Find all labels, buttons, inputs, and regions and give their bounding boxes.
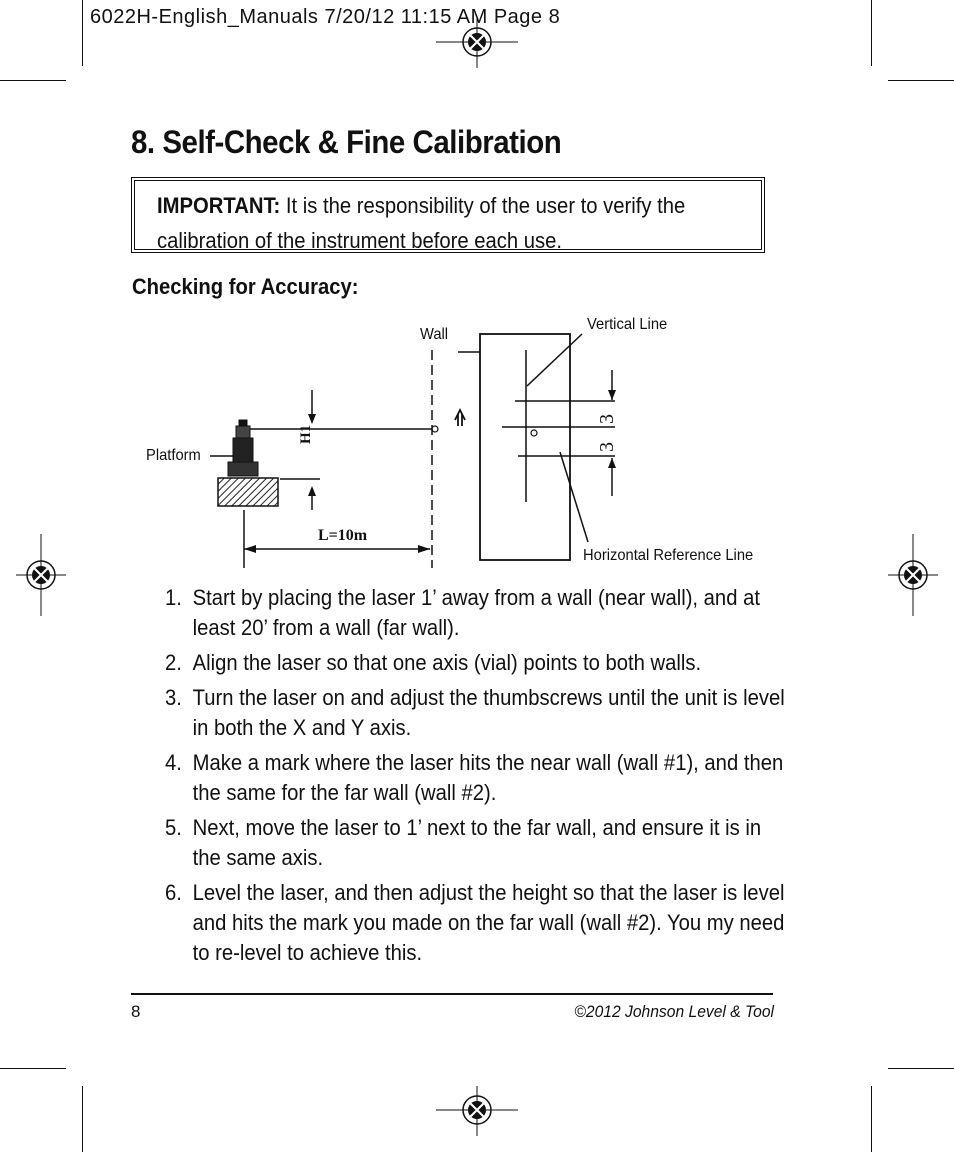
list-item: 2. Align the laser so that one axis (vial) points to both walls. bbox=[165, 650, 702, 675]
list-item: 4. Make a mark where the laser hits the near wall (wall #1), and then the same for the far wall (wall #2). bbox=[165, 750, 784, 805]
label-h1: H1 bbox=[298, 424, 314, 444]
label-horizontal-reference-line: Horizontal Reference Line bbox=[583, 547, 754, 564]
far-wall bbox=[480, 334, 570, 560]
steps-list bbox=[165, 583, 785, 973]
label-dimension-upper: 3 bbox=[596, 414, 618, 424]
page-number: 8 bbox=[131, 1002, 141, 1021]
section-title: 8. Self-Check & Fine Calibration bbox=[131, 124, 562, 160]
label-vertical-line: Vertical Line bbox=[587, 316, 668, 333]
calibration-diagram bbox=[130, 310, 780, 572]
copyright-notice: ©2012 Johnson Level & Tool bbox=[574, 1002, 774, 1021]
list-item: 6. Level the laser, and then adjust the height so that the laser is level and hits the mark you made on the far wall (wall #2). You my need to re-level to achieve this. bbox=[165, 880, 785, 965]
registration-mark-bottom bbox=[436, 1086, 518, 1136]
registration-mark-left bbox=[16, 534, 66, 616]
subheading: Checking for Accuracy: bbox=[132, 274, 359, 299]
label-wall: Wall bbox=[420, 326, 449, 343]
up-arrow-icon bbox=[455, 410, 465, 426]
list-item: 3. Turn the laser on and adjust the thumbscrews until the unit is level in both the X and Y axis. bbox=[165, 685, 785, 740]
footer-rule bbox=[131, 993, 773, 995]
platform-block bbox=[218, 478, 278, 506]
label-distance: L=10m bbox=[318, 527, 368, 544]
label-dimension-lower: 3 bbox=[596, 442, 618, 452]
important-notice-box bbox=[131, 177, 765, 253]
list-item: 1. Start by placing the laser 1’ away from a wall (near wall), and at least 20’ from a wall (far wall). bbox=[165, 585, 760, 640]
slug-line: 6022H-English_Manuals 7/20/12 11:15 AM Page 8 bbox=[90, 6, 561, 28]
important-notice-text bbox=[157, 188, 746, 258]
list-item: 5. Next, move the laser to 1’ next to the far wall, and ensure it is in the same axis. bbox=[165, 815, 762, 870]
label-platform: Platform bbox=[146, 447, 201, 464]
important-body: It is the responsibility of the user to verify the calibration of the instrument before each use. bbox=[157, 193, 686, 253]
registration-mark-right bbox=[888, 534, 938, 616]
important-label: IMPORTANT: bbox=[157, 193, 281, 218]
diagram-drawing bbox=[130, 310, 780, 572]
